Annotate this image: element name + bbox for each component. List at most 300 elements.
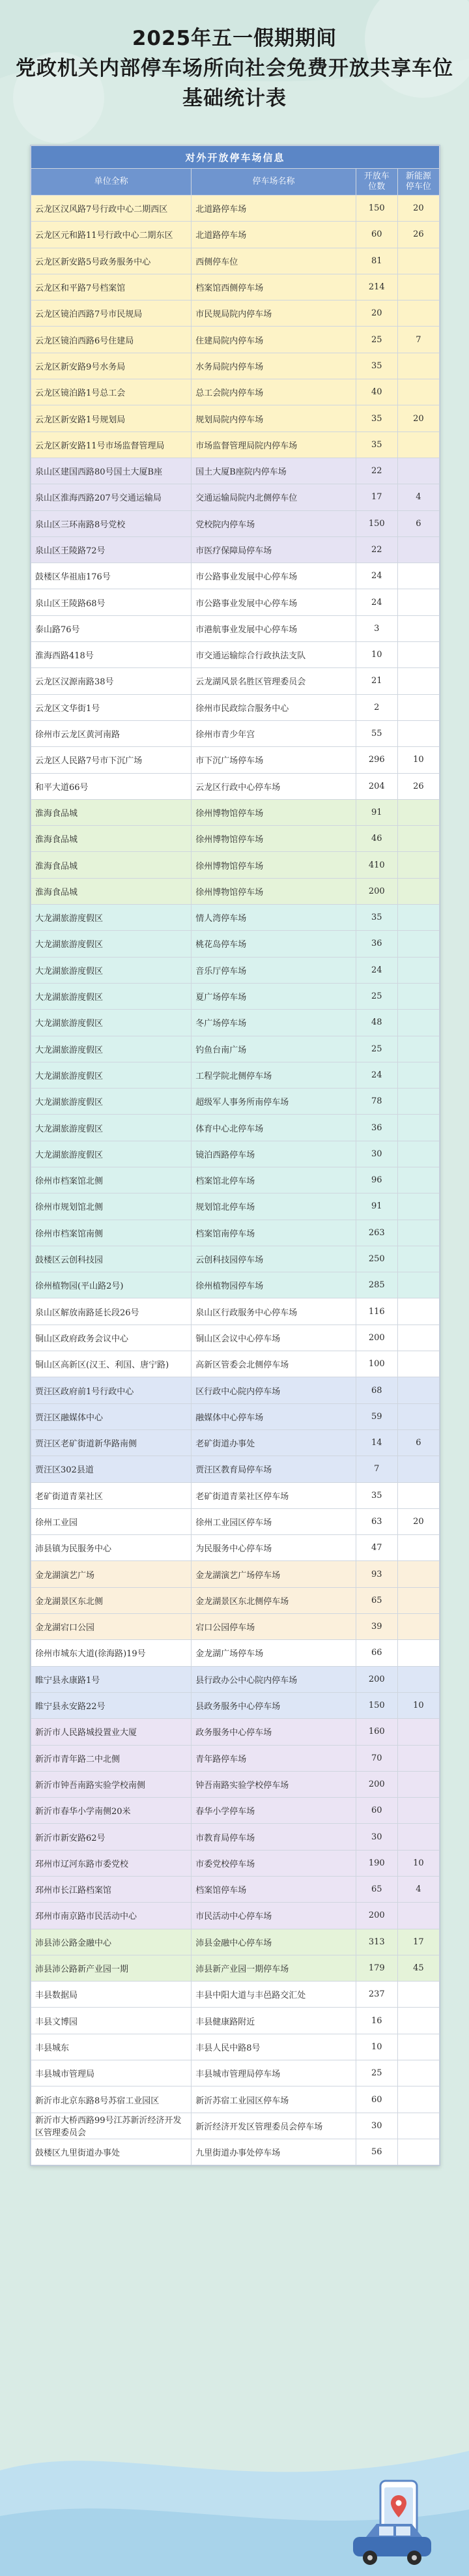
- cell-unit: 云龙区镜泊西路6号住建局: [31, 327, 192, 353]
- cell-lot-name: 徐州工业园区停车场: [192, 1508, 356, 1534]
- cell-ev-spaces: 45: [397, 1955, 439, 1981]
- cell-open-spaces: 68: [356, 1377, 397, 1403]
- cell-lot-name: 北道路停车场: [192, 222, 356, 248]
- table-row: [31, 379, 440, 405]
- cell-lot-name: 徐州博物馆停车场: [192, 826, 356, 852]
- cell-lot-name: 沛县金融中心停车场: [192, 1929, 356, 1955]
- cell-open-spaces: 56: [356, 2139, 397, 2165]
- table-row: [31, 799, 440, 825]
- cell-unit: 大龙湖旅游度假区: [31, 905, 192, 931]
- cell-lot-name: 泉山区行政服务中心停车场: [192, 1298, 356, 1325]
- cell-open-spaces: 200: [356, 878, 397, 904]
- cell-unit: 淮海食品城: [31, 852, 192, 878]
- cell-ev-spaces: [397, 1167, 439, 1193]
- cell-unit: 泉山区王陵路68号: [31, 589, 192, 615]
- cell-open-spaces: 30: [356, 1141, 397, 1167]
- cell-open-spaces: 116: [356, 1298, 397, 1325]
- table-row: [31, 1298, 440, 1325]
- cell-lot-name: 丰县健康路附近: [192, 2008, 356, 2034]
- cell-unit: 大龙湖旅游度假区: [31, 1036, 192, 1062]
- cell-open-spaces: 63: [356, 1508, 397, 1534]
- header-unit: 单位全称: [31, 169, 192, 196]
- cell-ev-spaces: [397, 1403, 439, 1429]
- cell-ev-spaces: 10: [397, 1692, 439, 1718]
- table-row: [31, 353, 440, 379]
- table-row: [31, 2086, 440, 2113]
- cell-unit: 贾汪区老矿街道新华路南侧: [31, 1429, 192, 1456]
- cell-lot-name: 融媒体中心停车场: [192, 1403, 356, 1429]
- table-row: [31, 747, 440, 773]
- cell-lot-name: 丰县人民中路8号: [192, 2034, 356, 2060]
- table-row: [31, 1666, 440, 1692]
- cell-ev-spaces: [397, 1089, 439, 1115]
- table-row: [31, 432, 440, 458]
- cell-unit: 老矿街道青菜社区: [31, 1482, 192, 1508]
- cell-open-spaces: 35: [356, 432, 397, 458]
- cell-unit: 云龙区镜泊路1号总工会: [31, 379, 192, 405]
- cell-open-spaces: 25: [356, 327, 397, 353]
- table-row: [31, 1929, 440, 1955]
- cell-ev-spaces: [397, 1719, 439, 1745]
- cell-unit: 新沂市人民路城投置业大厦: [31, 1719, 192, 1745]
- cell-open-spaces: 59: [356, 1403, 397, 1429]
- cell-lot-name: 档案馆南停车场: [192, 1220, 356, 1246]
- cell-lot-name: 青年路停车场: [192, 1745, 356, 1771]
- cell-open-spaces: 150: [356, 196, 397, 222]
- cell-unit: 铜山区政府政务会议中心: [31, 1325, 192, 1351]
- cell-lot-name: 宕口公园停车场: [192, 1614, 356, 1640]
- cell-ev-spaces: [397, 668, 439, 694]
- cell-lot-name: 政务服务中心停车场: [192, 1719, 356, 1745]
- cell-open-spaces: 93: [356, 1561, 397, 1587]
- cell-ev-spaces: [397, 432, 439, 458]
- cell-unit: 睢宁县永康路1号: [31, 1666, 192, 1692]
- cell-ev-spaces: [397, 1246, 439, 1272]
- table-row: [31, 458, 440, 484]
- page-title: 2025年五一假期期间: [132, 27, 337, 50]
- cell-ev-spaces: [397, 1298, 439, 1325]
- cell-open-spaces: 190: [356, 1850, 397, 1876]
- table-row: [31, 694, 440, 720]
- cell-open-spaces: 24: [356, 957, 397, 983]
- cell-lot-name: 党校院内停车场: [192, 510, 356, 536]
- cell-lot-name: 西侧停车位: [192, 248, 356, 274]
- cell-ev-spaces: [397, 1614, 439, 1640]
- cell-ev-spaces: [397, 642, 439, 668]
- cell-lot-name: 钟吾南路实验学校停车场: [192, 1771, 356, 1797]
- cell-open-spaces: 237: [356, 1982, 397, 2008]
- cell-ev-spaces: [397, 878, 439, 904]
- cell-unit: 云龙区汉源南路38号: [31, 668, 192, 694]
- cell-lot-name: 为民服务中心停车场: [192, 1535, 356, 1561]
- header-ev-spaces: 新能源停车位: [397, 169, 439, 196]
- cell-ev-spaces: [397, 1561, 439, 1587]
- cell-open-spaces: 35: [356, 1482, 397, 1508]
- cell-unit: 云龙区和平路7号档案馆: [31, 274, 192, 300]
- cell-ev-spaces: [397, 2034, 439, 2060]
- title-block: [0, 23, 469, 113]
- cell-open-spaces: 200: [356, 1325, 397, 1351]
- table-row: [31, 773, 440, 799]
- cell-lot-name: 老矿街道办事处: [192, 1429, 356, 1456]
- cell-unit: 徐州市云龙区黄河南路: [31, 720, 192, 746]
- cell-unit: 云龙区新安路1号规划局: [31, 405, 192, 432]
- cell-unit: 淮海食品城: [31, 799, 192, 825]
- cell-unit: 云龙区镜泊西路7号市民规局: [31, 300, 192, 327]
- cell-open-spaces: 78: [356, 1089, 397, 1115]
- cell-open-spaces: 39: [356, 1614, 397, 1640]
- cell-open-spaces: 313: [356, 1929, 397, 1955]
- table-row: [31, 1403, 440, 1429]
- cell-open-spaces: 150: [356, 1692, 397, 1718]
- cell-ev-spaces: [397, 274, 439, 300]
- cell-ev-spaces: [397, 563, 439, 589]
- cell-lot-name: 县政务服务中心停车场: [192, 1692, 356, 1718]
- table-body: [31, 196, 440, 2165]
- cell-open-spaces: 35: [356, 405, 397, 432]
- cell-lot-name: 丰县中阳大道与丰邑路交汇处: [192, 1982, 356, 2008]
- cell-unit: 大龙湖旅游度假区: [31, 1089, 192, 1115]
- cell-unit: 金龙湖景区东北侧: [31, 1587, 192, 1613]
- cell-unit: 大龙湖旅游度假区: [31, 957, 192, 983]
- table-row: [31, 1640, 440, 1666]
- cell-unit: 新沂市钟吾南路实验学校南侧: [31, 1771, 192, 1797]
- table-row: [31, 563, 440, 589]
- cell-ev-spaces: [397, 720, 439, 746]
- cell-unit: 徐州市档案馆南侧: [31, 1220, 192, 1246]
- cell-ev-spaces: [397, 799, 439, 825]
- cell-ev-spaces: [397, 2060, 439, 2086]
- cell-unit: 丰县城市管理局: [31, 2060, 192, 2086]
- table-row: [31, 905, 440, 931]
- cell-ev-spaces: [397, 1456, 439, 1482]
- table-row: [31, 1429, 440, 1456]
- cell-lot-name: 高新区管委会北侧停车场: [192, 1351, 356, 1377]
- cell-ev-spaces: [397, 852, 439, 878]
- table-row: [31, 1614, 440, 1640]
- cell-unit: 沛县沛公路金融中心: [31, 1929, 192, 1955]
- cell-open-spaces: 40: [356, 379, 397, 405]
- table-row: [31, 405, 440, 432]
- cell-open-spaces: 60: [356, 1798, 397, 1824]
- cell-ev-spaces: 17: [397, 1929, 439, 1955]
- cell-open-spaces: 60: [356, 222, 397, 248]
- table-row: [31, 2034, 440, 2060]
- cell-open-spaces: 200: [356, 1666, 397, 1692]
- cell-open-spaces: 100: [356, 1351, 397, 1377]
- cell-open-spaces: 17: [356, 484, 397, 510]
- cell-open-spaces: 10: [356, 2034, 397, 2060]
- cell-lot-name: 区行政中心院内停车场: [192, 1377, 356, 1403]
- cell-open-spaces: 410: [356, 852, 397, 878]
- cell-ev-spaces: 7: [397, 327, 439, 353]
- cell-open-spaces: 46: [356, 826, 397, 852]
- cell-open-spaces: 55: [356, 720, 397, 746]
- table-row: [31, 615, 440, 641]
- table-row: [31, 2060, 440, 2086]
- cell-lot-name: 云龙区行政中心停车场: [192, 773, 356, 799]
- cell-ev-spaces: [397, 1535, 439, 1561]
- cell-ev-spaces: [397, 694, 439, 720]
- cell-lot-name: 云龙湖风景名胜区管理委员会: [192, 668, 356, 694]
- cell-unit: 鼓楼区华祖庙176号: [31, 563, 192, 589]
- cell-unit: 云龙区新安路9号水务局: [31, 353, 192, 379]
- header-lot-name: 停车场名称: [192, 169, 356, 196]
- cell-ev-spaces: 20: [397, 405, 439, 432]
- cell-lot-name: 档案馆北停车场: [192, 1167, 356, 1193]
- cell-open-spaces: 263: [356, 1220, 397, 1246]
- table-row: [31, 274, 440, 300]
- cell-lot-name: 徐州博物馆停车场: [192, 799, 356, 825]
- cell-lot-name: 水务局院内停车场: [192, 353, 356, 379]
- cell-ev-spaces: [397, 1745, 439, 1771]
- cell-ev-spaces: [397, 1482, 439, 1508]
- table-row: [31, 510, 440, 536]
- cell-unit: 大龙湖旅游度假区: [31, 1141, 192, 1167]
- table-row: [31, 1272, 440, 1298]
- cell-lot-name: 市医疗保障局停车场: [192, 536, 356, 563]
- cell-unit: 铜山区高新区(汉王、利国、唐宁路): [31, 1351, 192, 1377]
- cell-lot-name: 音乐厅停车场: [192, 957, 356, 983]
- table-row: [31, 1167, 440, 1193]
- cell-open-spaces: 66: [356, 1640, 397, 1666]
- cell-open-spaces: 16: [356, 2008, 397, 2034]
- cell-lot-name: 贾汪区教育局停车场: [192, 1456, 356, 1482]
- cell-lot-name: 新沂经济开发区管理委员会停车场: [192, 2113, 356, 2139]
- cell-unit: 沛县镇为民服务中心: [31, 1535, 192, 1561]
- cell-ev-spaces: 10: [397, 1850, 439, 1876]
- cell-open-spaces: 14: [356, 1429, 397, 1456]
- cell-lot-name: 铜山区会议中心停车场: [192, 1325, 356, 1351]
- table-row: [31, 1193, 440, 1220]
- cell-open-spaces: 35: [356, 905, 397, 931]
- cell-unit: 泉山区淮海西路207号交通运输局: [31, 484, 192, 510]
- cell-lot-name: 冬广场停车场: [192, 1010, 356, 1036]
- table-row: [31, 1877, 440, 1903]
- cell-lot-name: 徐州博物馆停车场: [192, 878, 356, 904]
- cell-open-spaces: 20: [356, 300, 397, 327]
- cell-unit: 淮海食品城: [31, 826, 192, 852]
- cell-lot-name: 市教育局停车场: [192, 1824, 356, 1850]
- cell-unit: 鼓楼区九里街道办事处: [31, 2139, 192, 2165]
- cell-unit: 云龙区人民路7号市下沉广场: [31, 747, 192, 773]
- page-subtitle: 党政机关内部停车场所向社会免费开放共享车位: [16, 57, 453, 80]
- table-row: [31, 2139, 440, 2165]
- cell-lot-name: 体育中心北停车场: [192, 1115, 356, 1141]
- cell-ev-spaces: [397, 1377, 439, 1403]
- parking-table: [31, 145, 440, 2165]
- cell-ev-spaces: [397, 2139, 439, 2165]
- cell-ev-spaces: [397, 1798, 439, 1824]
- cell-lot-name: 丰县城市管理局停车场: [192, 2060, 356, 2086]
- cell-unit: 徐州市城东大道(徐海路)19号: [31, 1640, 192, 1666]
- cell-ev-spaces: [397, 2008, 439, 2034]
- cell-open-spaces: 91: [356, 799, 397, 825]
- cell-unit: 大龙湖旅游度假区: [31, 931, 192, 957]
- cell-lot-name: 总工会院内停车场: [192, 379, 356, 405]
- cell-lot-name: 县行政办公中心院内停车场: [192, 1666, 356, 1692]
- table-row: [31, 196, 440, 222]
- cell-lot-name: 市公路事业发展中心停车场: [192, 589, 356, 615]
- cell-lot-name: 市民活动中心停车场: [192, 1903, 356, 1929]
- cell-ev-spaces: [397, 1220, 439, 1246]
- cell-ev-spaces: 6: [397, 510, 439, 536]
- cell-unit: 徐州市规划馆北侧: [31, 1193, 192, 1220]
- cell-unit: 泉山区解放南路延长段26号: [31, 1298, 192, 1325]
- cell-open-spaces: 214: [356, 274, 397, 300]
- cell-unit: 邳州市长江路档案馆: [31, 1877, 192, 1903]
- cell-lot-name: 金龙湖景区东北侧停车场: [192, 1587, 356, 1613]
- cell-ev-spaces: [397, 2086, 439, 2113]
- table-row: [31, 1482, 440, 1508]
- cell-open-spaces: 285: [356, 1272, 397, 1298]
- table-row: [31, 1771, 440, 1797]
- table-row: [31, 536, 440, 563]
- cell-unit: 金龙湖宕口公园: [31, 1614, 192, 1640]
- cell-unit: 云龙区汉风路7号行政中心二期西区: [31, 196, 192, 222]
- cell-unit: 云龙区新安路5号政务服务中心: [31, 248, 192, 274]
- cell-unit: 和平大道66号: [31, 773, 192, 799]
- table-row: [31, 826, 440, 852]
- cell-unit: 徐州市档案馆北侧: [31, 1167, 192, 1193]
- cell-unit: 大龙湖旅游度假区: [31, 1115, 192, 1141]
- phone-car-illustration: [344, 2477, 448, 2568]
- cell-open-spaces: 24: [356, 1062, 397, 1088]
- cell-ev-spaces: [397, 1666, 439, 1692]
- cell-unit: 大龙湖旅游度假区: [31, 1062, 192, 1088]
- table-row: [31, 1535, 440, 1561]
- cell-unit: 泰山路76号: [31, 615, 192, 641]
- cell-ev-spaces: 20: [397, 1508, 439, 1534]
- parking-table-card: [30, 145, 440, 2166]
- table-row: [31, 1982, 440, 2008]
- table-row: [31, 957, 440, 983]
- cell-unit: 新沂市北京东路8号苏宿工业园区: [31, 2086, 192, 2113]
- cell-ev-spaces: [397, 248, 439, 274]
- cell-ev-spaces: [397, 957, 439, 983]
- cell-ev-spaces: [397, 536, 439, 563]
- header-open-spaces: 开放车位数: [356, 169, 397, 196]
- table-row: [31, 2008, 440, 2034]
- cell-lot-name: 市公路事业发展中心停车场: [192, 563, 356, 589]
- cell-ev-spaces: [397, 1771, 439, 1797]
- cell-ev-spaces: [397, 1325, 439, 1351]
- cell-open-spaces: 22: [356, 458, 397, 484]
- table-row: [31, 1220, 440, 1246]
- cell-lot-name: 情人湾停车场: [192, 905, 356, 931]
- cell-lot-name: 钓鱼台南广场: [192, 1036, 356, 1062]
- cell-unit: 云龙区元和路11号行政中心二期东区: [31, 222, 192, 248]
- cell-ev-spaces: [397, 1193, 439, 1220]
- cell-lot-name: 交通运输局院内北侧停车位: [192, 484, 356, 510]
- cell-open-spaces: 2: [356, 694, 397, 720]
- table-row: [31, 1115, 440, 1141]
- cell-unit: 新沂市新安路62号: [31, 1824, 192, 1850]
- cell-ev-spaces: 4: [397, 1877, 439, 1903]
- cell-lot-name: 规划局院内停车场: [192, 405, 356, 432]
- cell-ev-spaces: [397, 1062, 439, 1088]
- table-row: [31, 668, 440, 694]
- cell-lot-name: 市场监督管理局院内停车场: [192, 432, 356, 458]
- cell-lot-name: 老矿街道青菜社区停车场: [192, 1482, 356, 1508]
- cell-ev-spaces: 10: [397, 747, 439, 773]
- cell-ev-spaces: [397, 1141, 439, 1167]
- cell-unit: 丰县城东: [31, 2034, 192, 2060]
- cell-lot-name: 市港航事业发展中心停车场: [192, 615, 356, 641]
- cell-open-spaces: 22: [356, 536, 397, 563]
- cell-unit: 徐州工业园: [31, 1508, 192, 1534]
- cell-unit: 鼓楼区云创科技园: [31, 1246, 192, 1272]
- cell-lot-name: 云创科技园停车场: [192, 1246, 356, 1272]
- cell-ev-spaces: [397, 615, 439, 641]
- table-row: [31, 1587, 440, 1613]
- cell-open-spaces: 179: [356, 1955, 397, 1981]
- cell-lot-name: 金龙湖演艺广场停车场: [192, 1561, 356, 1587]
- table-row: [31, 931, 440, 957]
- cell-open-spaces: 21: [356, 668, 397, 694]
- cell-unit: 新沂市大桥西路99号江苏新沂经济开发区管理委员会: [31, 2113, 192, 2139]
- cell-unit: 邳州市南京路市民活动中心: [31, 1903, 192, 1929]
- cell-open-spaces: 3: [356, 615, 397, 641]
- table-row: [31, 1824, 440, 1850]
- cell-ev-spaces: [397, 1115, 439, 1141]
- table-row: [31, 1377, 440, 1403]
- cell-lot-name: 市下沉广场停车场: [192, 747, 356, 773]
- table-row: [31, 852, 440, 878]
- table-row: [31, 2113, 440, 2139]
- table-row: [31, 1798, 440, 1824]
- table-row: [31, 878, 440, 904]
- cell-lot-name: 九里街道办事处停车场: [192, 2139, 356, 2165]
- cell-unit: 睢宁县永安路22号: [31, 1692, 192, 1718]
- table-row: [31, 1062, 440, 1088]
- cell-ev-spaces: [397, 1010, 439, 1036]
- cell-unit: 沛县沛公路新产业园一期: [31, 1955, 192, 1981]
- cell-unit: 大龙湖旅游度假区: [31, 983, 192, 1009]
- table-row: [31, 1745, 440, 1771]
- cell-open-spaces: 65: [356, 1587, 397, 1613]
- cell-unit: 徐州植物园(平山路2号): [31, 1272, 192, 1298]
- table-row: [31, 1010, 440, 1036]
- cell-unit: 泉山区建国西路80号国土大厦B座: [31, 458, 192, 484]
- cell-open-spaces: 10: [356, 642, 397, 668]
- cell-lot-name: 桃花岛停车场: [192, 931, 356, 957]
- table-row: [31, 222, 440, 248]
- cell-open-spaces: 296: [356, 747, 397, 773]
- cell-open-spaces: 36: [356, 1115, 397, 1141]
- cell-lot-name: 工程学院北侧停车场: [192, 1062, 356, 1088]
- cell-lot-name: 夏广场停车场: [192, 983, 356, 1009]
- cell-lot-name: 春华小学停车场: [192, 1798, 356, 1824]
- cell-ev-spaces: [397, 1272, 439, 1298]
- cell-unit: 大龙湖旅游度假区: [31, 1010, 192, 1036]
- cell-open-spaces: 35: [356, 353, 397, 379]
- cell-unit: 云龙区文华街1号: [31, 694, 192, 720]
- cell-open-spaces: 36: [356, 931, 397, 957]
- cell-ev-spaces: [397, 983, 439, 1009]
- cell-unit: 新沂市青年路二中北侧: [31, 1745, 192, 1771]
- cell-open-spaces: 200: [356, 1771, 397, 1797]
- table-row: [31, 1089, 440, 1115]
- cell-ev-spaces: [397, 1982, 439, 2008]
- cell-ev-spaces: [397, 1640, 439, 1666]
- cell-open-spaces: 204: [356, 773, 397, 799]
- cell-open-spaces: 25: [356, 2060, 397, 2086]
- cell-open-spaces: 25: [356, 983, 397, 1009]
- cell-open-spaces: 7: [356, 1456, 397, 1482]
- cell-unit: 新沂市春华小学南侧20米: [31, 1798, 192, 1824]
- cell-open-spaces: 47: [356, 1535, 397, 1561]
